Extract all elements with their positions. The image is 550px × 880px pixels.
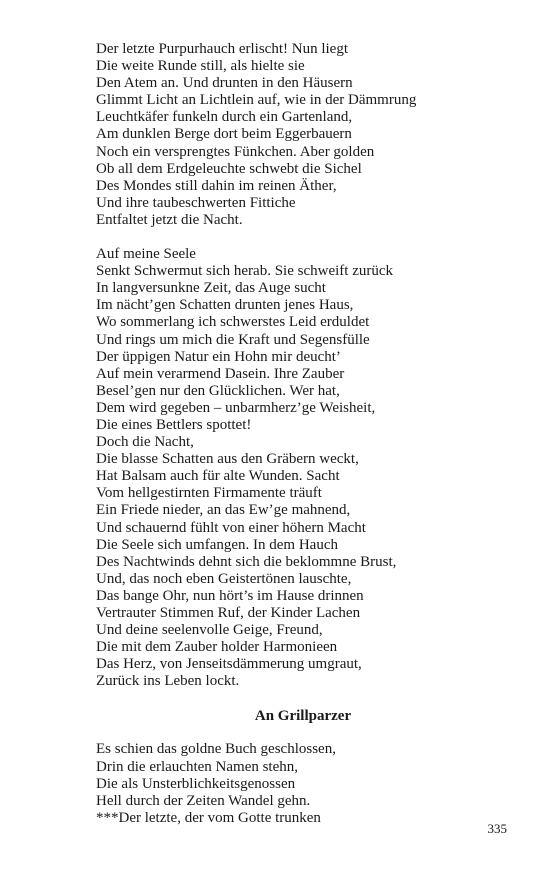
verse-line: Hell durch der Zeiten Wandel gehn. [96,792,311,809]
verse-line: Im nächt’gen Schatten drunten jenes Haus, [96,297,354,314]
verse-line: Die weite Runde still, als hielte sie [96,58,305,75]
verse-line: Des Mondes still dahin im reinen Äther, [96,177,337,194]
verse-line: Zurück ins Leben lockt. [96,673,240,690]
verse-line: Und ihre taubeschwerten Fittiche [96,194,296,211]
verse-line: Das Herz, von Jenseitsdämmerung umgraut, [96,656,362,673]
verse-line: Die blasse Schatten aus den Gräbern weckt, [96,451,359,468]
verse-line: Und schauernd fühlt von einer höhern Macht [96,519,366,536]
verse-line: Des Nachtwinds dehnt sich die beklommne Brust, [96,553,397,570]
verse-line: Senkt Schwermut sich herab. Sie schweift zurück [96,263,394,280]
verse-line: Die mit dem Zauber holder Harmonieen [96,639,338,656]
verse-line: Auf mein verarmend Dasein. Ihre Zauber [96,365,345,382]
verse-line: Dem wird gegeben – unbarmherz’ge Weisheit, [96,399,376,416]
verse-line: Wo sommerlang ich schwerstes Leid erduldet [96,314,370,331]
poem-title: An Grillparzer [254,708,352,725]
stanza-3 [96,741,496,826]
verse-line: Auf meine Seele [96,246,196,263]
verse-line: Und, das noch eben Geistertönen lauschte, [96,570,352,587]
page-number: 335 [487,821,507,836]
verse-line: Noch ein versprengtes Fünkchen. Aber golden [96,143,375,160]
verse-line: Und deine seelenvolle Geige, Freund, [96,622,323,639]
verse-line: Das bange Ohr, nun hört’s im Hause drinnen [96,587,364,604]
verse-line: Drin die erlauchten Namen stehn, [96,758,299,775]
verse-line: Die eines Bettlers spottet! [96,416,252,433]
verse-line: Der letzte Purpurhauch erlischt! Nun liegt [96,41,348,57]
verse-line: Glimmt Licht an Lichtlein auf, wie in der Dämmrung [96,92,417,109]
verse-line: Am dunklen Berge dort beim Eggerbauern [96,126,352,143]
verse-line: Die Seele sich umfangen. In dem Hauch [96,536,338,553]
verse-line: Und rings um mich die Kraft und Segensfülle [96,331,370,348]
verse-line: Ein Friede nieder, an das Ew’ge mahnend, [96,502,351,519]
verse-line: Der üppigen Natur ein Hohn mir deucht’ [96,348,341,365]
verse-line: Die als Unsterblichkeitsgenossen [96,775,296,792]
verse-line: ***Der letzte, der vom Gotte trunken [96,809,321,826]
verse-line: Leuchtkäfer funkeln durch ein Gartenland, [96,109,353,126]
verse-line: Hat Balsam auch für alte Wunden. Sacht [96,468,340,485]
stanza-gap [96,229,496,246]
verse-line: Doch die Nacht, [96,434,194,451]
verse-line: Ob all dem Erdgeleuchte schwebt die Sichel [96,160,362,177]
stanza-2 [96,246,496,690]
verse-line: Es schien das goldne Buch geschlossen, [96,741,336,758]
verse-line: Besel’gen nur den Glücklichen. Wer hat, [96,382,340,399]
verse-line: Vom hellgestirnten Firmamente träuft [96,485,322,502]
verse-line: Vertrauter Stimmen Ruf, der Kinder Lachen [96,605,361,621]
verse-line: Entfaltet jetzt die Nacht. [96,211,243,228]
verse-line: Den Atem an. Und drunten in den Häusern [96,75,353,92]
poem-text [96,41,496,827]
stanza-1 [96,41,496,229]
verse-line: In langversunkne Zeit, das Auge sucht [96,280,326,297]
